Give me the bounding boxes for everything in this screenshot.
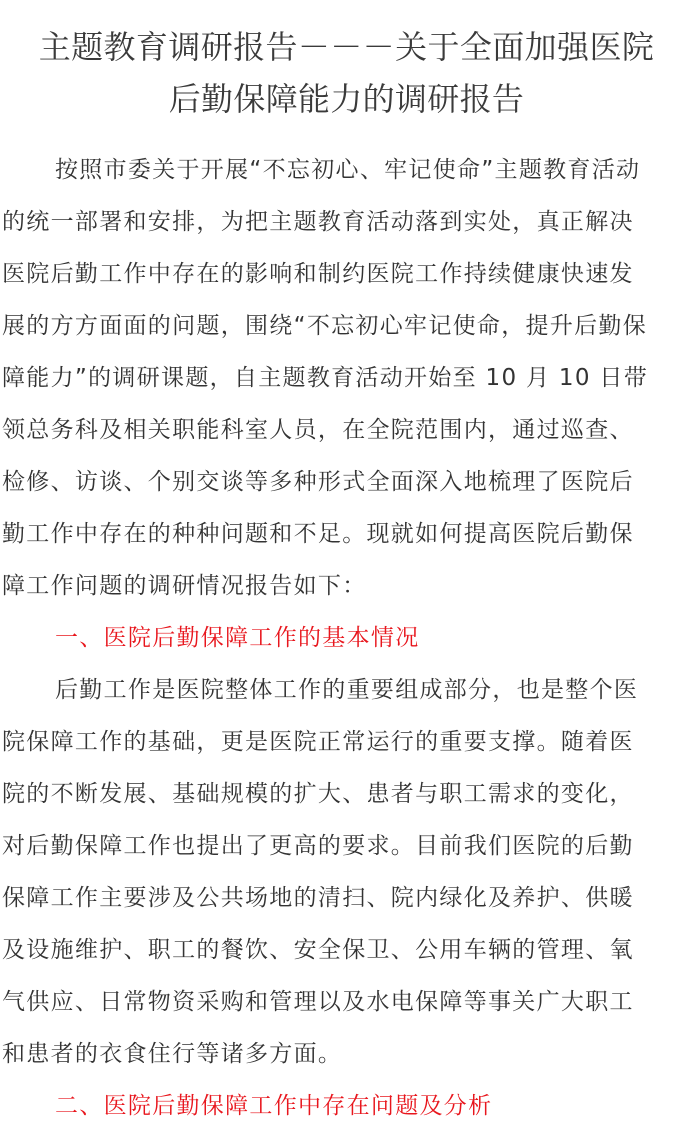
paragraph-2-line: 和患者的衣食住行等诸多方面。 — [2, 1041, 343, 1067]
paragraph-2-line: 及设施维护、职工的餐饮、安全保卫、公用车辆的管理、氧 — [2, 937, 634, 963]
paragraph-1-line: 的统一部署和安排，为把主题教育活动落到实处，真正解决 — [2, 209, 634, 235]
section-heading-1: 一、医院后勤保障工作的基本情况 — [55, 625, 420, 651]
paragraph-2-line: 对后勤保障工作也提出了更高的要求。目前我们医院的后勤 — [2, 833, 634, 859]
paragraph-1-line: 展的方方面面的问题，围绕“不忘初心牢记使命，提升后勤保 — [2, 313, 648, 339]
document-title-line-1: 主题教育调研报告－－－关于全面加强医院 — [38, 28, 655, 66]
paragraph-1-line: 检修、访谈、个别交谈等多种形式全面深入地梳理了医院后 — [2, 469, 634, 495]
paragraph-1-line: 领总务科及相关职能科室人员，在全院范围内，通过巡查、 — [2, 417, 634, 443]
paragraph-2-line: 院保障工作的基础，更是医院正常运行的重要支撑。随着医 — [2, 729, 634, 755]
paragraph-1-line: 按照市委关于开展“不忘初心、牢记使命”主题教育活动 — [55, 157, 641, 183]
document-title-line-2: 后勤保障能力的调研报告 — [168, 80, 525, 118]
paragraph-2-line: 后勤工作是医院整体工作的重要组成部分，也是整个医 — [55, 677, 639, 703]
paragraph-2-line: 气供应、日常物资采购和管理以及水电保障等事关广大职工 — [2, 989, 634, 1015]
paragraph-1-line: 医院后勤工作中存在的影响和制约医院工作持续健康快速发 — [2, 261, 634, 287]
paragraph-1-line: 勤工作中存在的种种问题和不足。现就如何提高医院后勤保 — [2, 521, 634, 547]
section-heading-2: 二、医院后勤保障工作中存在问题及分析 — [55, 1093, 493, 1119]
paragraph-2-line: 院的不断发展、基础规模的扩大、患者与职工需求的变化， — [2, 781, 634, 807]
paragraph-1-line: 障工作问题的调研情况报告如下： — [2, 573, 367, 599]
paragraph-2-line: 保障工作主要涉及公共场地的清扫、院内绿化及养护、供暖 — [2, 885, 634, 911]
paragraph-1-line: 障能力”的调研课题，自主题教育活动开始至 10 月 10 日带 — [2, 365, 648, 391]
